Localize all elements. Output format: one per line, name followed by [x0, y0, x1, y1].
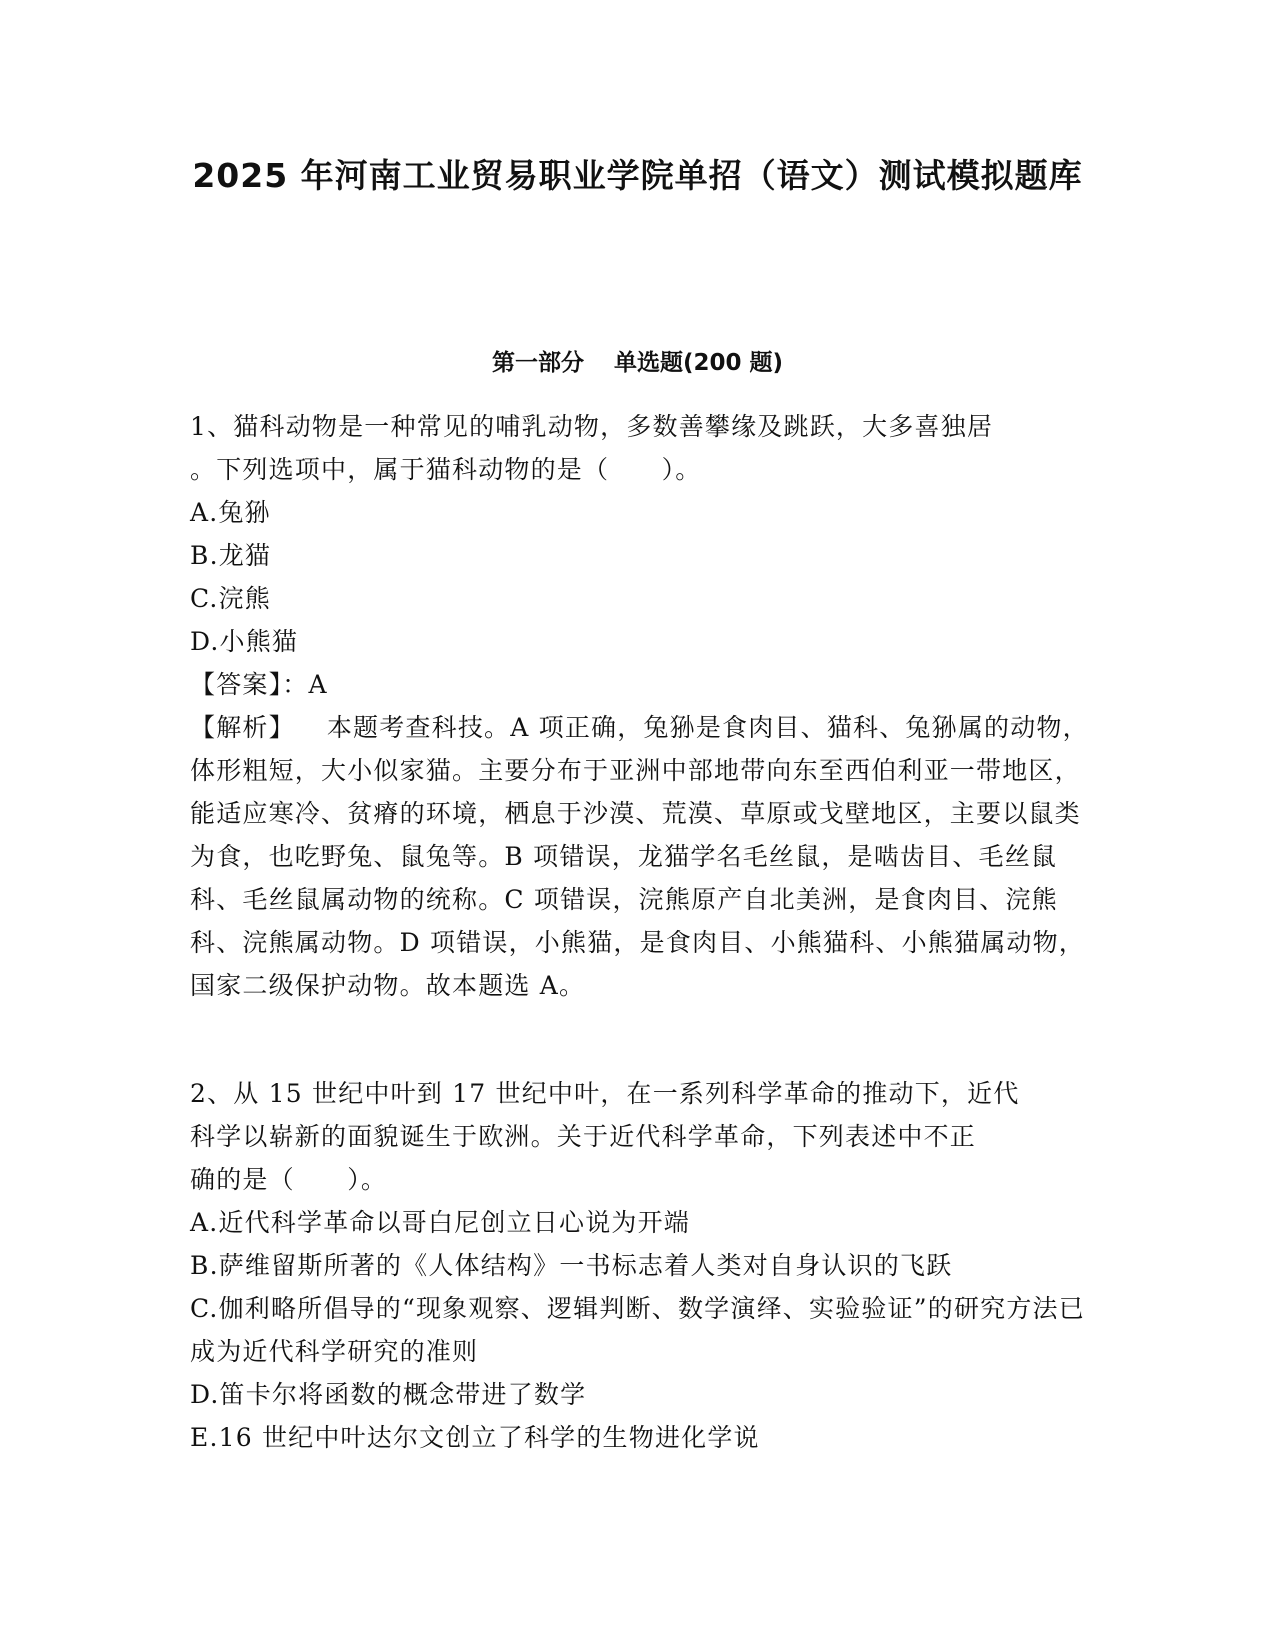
option-d: D.小熊猫 — [190, 627, 299, 656]
section-part-label: 第一部分 — [491, 350, 584, 376]
section-heading — [190, 346, 1085, 380]
section-type-label: 单选题(200 题) — [613, 350, 784, 376]
option-c: C.浣熊 — [190, 584, 271, 613]
analysis-label: 【解析】 — [190, 713, 295, 742]
analysis-paragraph — [190, 706, 1090, 1007]
option-a: A.近代科学革命以哥白尼创立日心说为开端 — [190, 1208, 691, 1237]
option-b: B.龙猫 — [190, 541, 272, 570]
question-stem-line: 1、猫科动物是一种常见的哺乳动物，多数善攀缘及跳跃，大多喜独居 — [190, 412, 994, 441]
question-2 — [190, 1072, 1090, 1459]
option-b: B.萨维留斯所著的《人体结构》一书标志着人类对自身认识的飞跃 — [190, 1251, 953, 1280]
option-e: E.16 世纪中叶达尔文创立了科学的生物进化学说 — [190, 1423, 760, 1452]
question-stem-line: 确的是（ ）。 — [190, 1165, 388, 1194]
question-stem-line: 2、从 15 世纪中叶到 17 世纪中叶，在一系列科学革命的推动下，近代 — [190, 1079, 1020, 1108]
analysis-text: 本题考查科技。A 项正确，兔狲是食肉目、猫科、兔狲属的动物，体形粗短，大小似家猫。主要分布于亚洲中部地带向东至西伯利亚一带地区，能适应寒冷、贫瘠的环境，栖息于沙漠、荒漠、草原或戈壁地区，主要以鼠类为食，也吃野兔、鼠兔等。B 项错误，龙猫学名毛丝鼠，是啮齿目、毛丝鼠科、毛丝鼠属动物的统称。C 项错误，浣熊原产自北美洲，是食肉目、浣熊科、浣熊属动物。D 项错误，小熊猫，是食肉目、小熊猫科、小熊猫属动物，国家二级保护动物。故本题选 A。 — [190, 713, 1089, 1000]
option-c: C.伽利略所倡导的“现象观察、逻辑判断、数学演绎、实验验证”的研究方法已成为近代科学研究的准则 — [190, 1294, 1085, 1366]
question-stem-line: 。下列选项中，属于猫科动物的是（ ）。 — [190, 455, 702, 484]
document-title: 2025 年河南工业贸易职业学院单招（语文）测试模拟题库 — [192, 156, 1083, 195]
question-1 — [190, 405, 1090, 1007]
answer-line: 【答案】：A — [190, 670, 328, 699]
option-d: D.笛卡尔将函数的概念带进了数学 — [190, 1380, 587, 1409]
question-stem-line: 科学以崭新的面貌诞生于欧洲。关于近代科学革命，下列表述中不正 — [190, 1122, 977, 1151]
option-a: A.兔狲 — [190, 498, 271, 527]
